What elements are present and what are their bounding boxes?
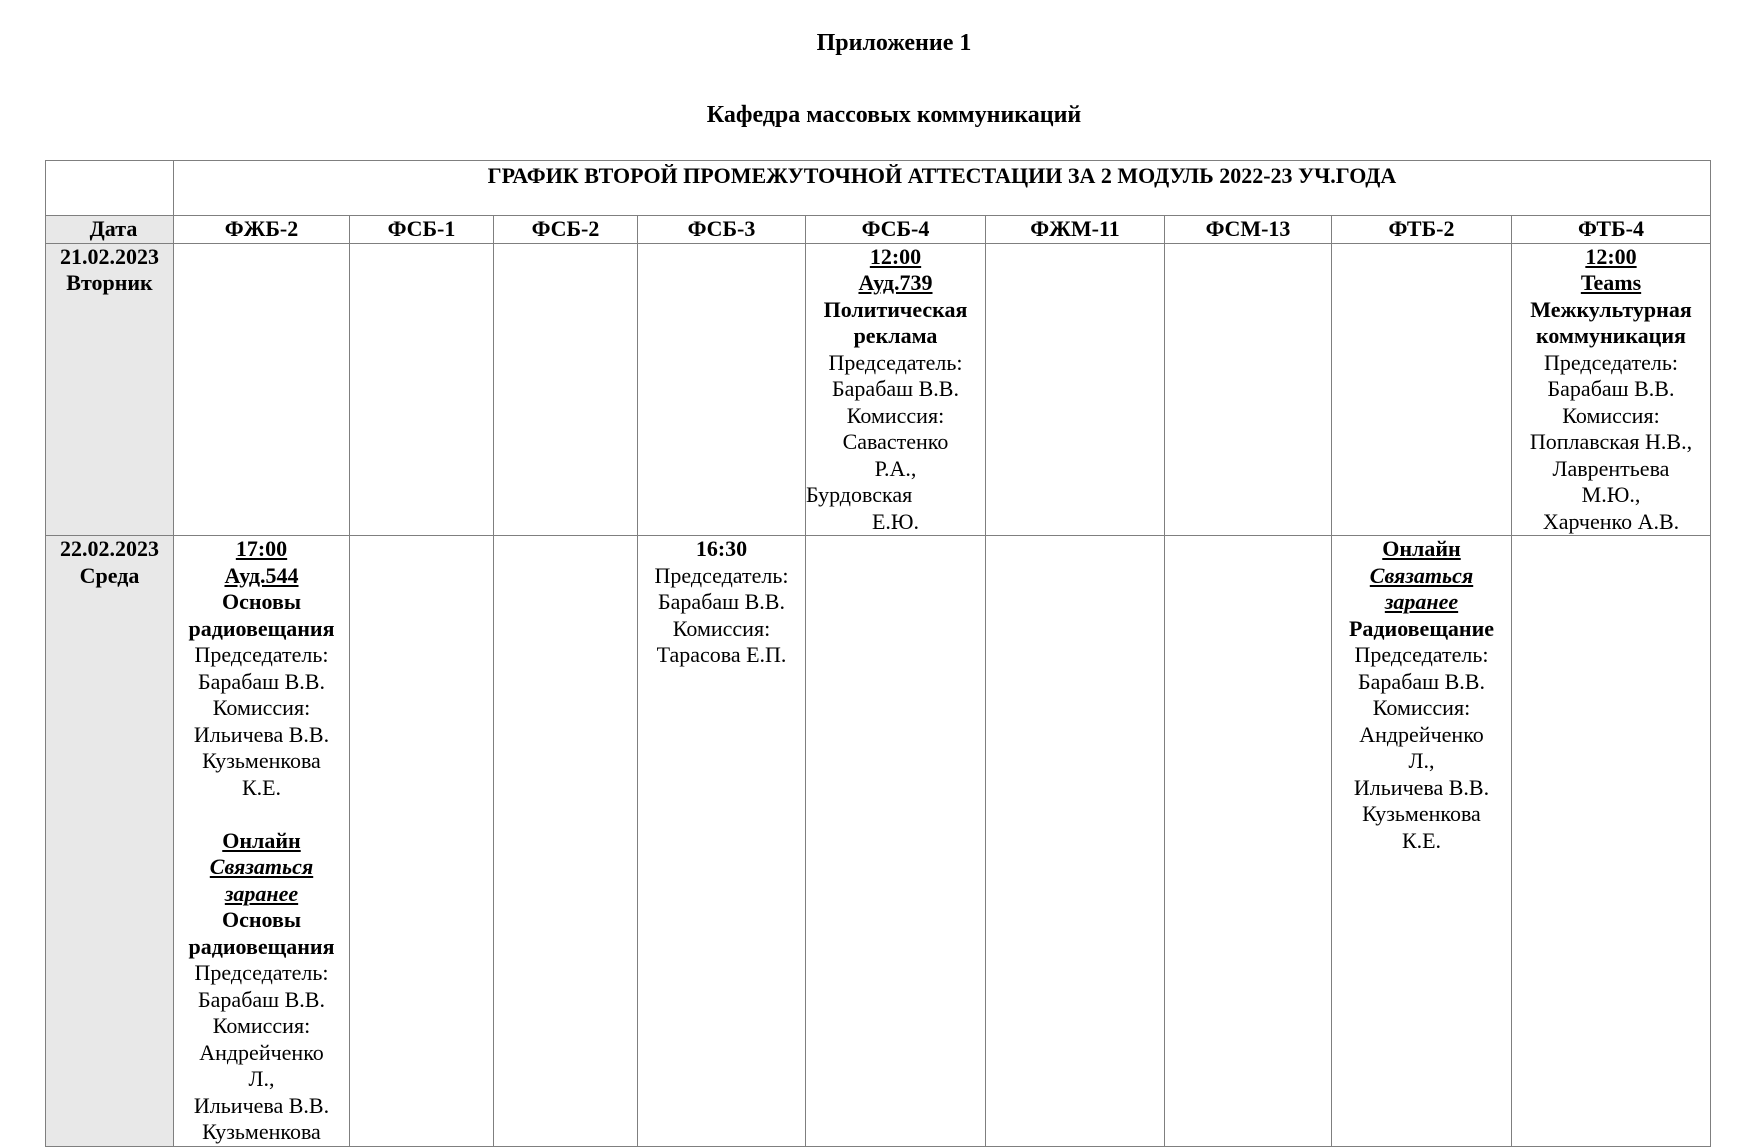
exam-cell-fzb2 bbox=[174, 536, 350, 1147]
date-column-header: Дата bbox=[46, 216, 174, 244]
commission-label: Комиссия: bbox=[1562, 402, 1660, 428]
exam-room: Ауд.739 bbox=[858, 270, 933, 295]
contact-note: Связаться bbox=[209, 854, 314, 879]
schedule-title: ГРАФИК ВТОРОЙ ПРОМЕЖУТОЧНОЙ АТТЕСТАЦИИ ЗА 2 МОДУЛЬ 2022-23 УЧ.ГОДА bbox=[174, 161, 1711, 216]
column-header-fsb2: ФСБ-2 bbox=[494, 216, 638, 244]
table-row-2023-02-22 bbox=[46, 536, 1711, 1147]
column-header-ftb2: ФТБ-2 bbox=[1332, 216, 1512, 244]
commission-label: Комиссия: bbox=[846, 402, 945, 428]
commission-member: Ильичева В.В. bbox=[193, 1092, 330, 1118]
exam-place: Teams bbox=[1580, 270, 1642, 295]
exam-time: 12:00 bbox=[1585, 243, 1637, 269]
chair-label: Председатель: bbox=[1354, 642, 1489, 667]
exam-time: 16:30 bbox=[695, 536, 748, 561]
cell-empty bbox=[986, 536, 1165, 1147]
chair-name: Барабаш В.В. bbox=[198, 668, 325, 694]
column-header-fsm13: ФСМ-13 bbox=[1165, 216, 1332, 244]
exam-subject: радиовещания bbox=[188, 615, 335, 641]
exam-subject: Основы bbox=[221, 589, 302, 614]
column-header-fsb1: ФСБ-1 bbox=[350, 216, 494, 244]
attestation-schedule-table bbox=[45, 160, 1711, 1147]
cell-empty bbox=[986, 243, 1165, 536]
commission-member: Поплавская Н.В., bbox=[1529, 429, 1693, 454]
weekday-value: Вторник bbox=[66, 270, 153, 295]
contact-note: Связаться bbox=[1369, 562, 1474, 588]
column-header-row bbox=[46, 216, 1711, 244]
date-value: 21.02.2023 bbox=[60, 243, 159, 269]
exam-subject: радиовещания bbox=[188, 933, 335, 959]
exam-subject: коммуникация bbox=[1536, 323, 1686, 348]
cell-empty bbox=[1332, 243, 1512, 536]
commission-member: Андрейченко bbox=[1359, 721, 1484, 747]
exam-time: 17:00 bbox=[235, 536, 288, 561]
commission-member: Ильичева В.В. bbox=[1353, 774, 1490, 800]
commission-member: Савастенко bbox=[842, 429, 949, 454]
cell-empty bbox=[494, 243, 638, 536]
cell-empty bbox=[494, 536, 638, 1147]
column-header-ftb4: ФТБ-4 bbox=[1512, 216, 1711, 244]
exam-subject: Межкультурная bbox=[1530, 296, 1692, 322]
commission-member: Кузьменкова bbox=[202, 1119, 321, 1144]
commission-member: Е.Ю. bbox=[871, 508, 920, 534]
cell-empty bbox=[350, 243, 494, 536]
appendix-title: Приложение 1 bbox=[816, 30, 972, 56]
column-header-fsb3: ФСБ-3 bbox=[638, 216, 806, 244]
commission-label: Комиссия: bbox=[1372, 695, 1471, 720]
commission-member: Бурдовская bbox=[806, 482, 913, 507]
commission-member: Кузьменкова bbox=[1362, 801, 1481, 826]
exam-cell-ftb4 bbox=[1512, 243, 1711, 536]
exam-cell-fsb4 bbox=[806, 243, 986, 536]
commission-member: Ильичева В.В. bbox=[193, 721, 330, 747]
table-title-row bbox=[46, 161, 1711, 216]
column-header-fzm11: ФЖМ-11 bbox=[986, 216, 1165, 244]
exam-subject: Радиовещание bbox=[1348, 615, 1495, 641]
commission-member: Л., bbox=[1408, 748, 1435, 773]
chair-name: Барабаш В.В. bbox=[1547, 376, 1675, 401]
commission-label: Комиссия: bbox=[212, 1013, 311, 1038]
exam-room: Ауд.544 bbox=[224, 562, 299, 588]
commission-member: Тарасова Е.П. bbox=[656, 642, 787, 667]
date-cell bbox=[46, 243, 174, 536]
weekday-value: Среда bbox=[79, 562, 140, 588]
chair-name: Барабаш В.В. bbox=[832, 376, 959, 401]
column-header-fsb4: ФСБ-4 bbox=[806, 216, 986, 244]
commission-member: Р.А., bbox=[874, 455, 917, 481]
commission-member: К.Е. bbox=[1401, 827, 1442, 853]
commission-member: Кузьменкова bbox=[202, 748, 321, 773]
commission-member: Л., bbox=[248, 1066, 275, 1091]
commission-label: Комиссия: bbox=[672, 615, 771, 641]
chair-name: Барабаш В.В. bbox=[198, 986, 325, 1012]
commission-member: Харченко А.В. bbox=[1542, 508, 1680, 534]
exam-subject: Политическая bbox=[823, 296, 968, 322]
date-cell bbox=[46, 536, 174, 1147]
commission-member: М.Ю., bbox=[1581, 482, 1641, 507]
online-label: Онлайн bbox=[222, 827, 301, 853]
contact-note: заранее bbox=[1384, 589, 1459, 614]
cell-empty bbox=[350, 536, 494, 1147]
online-label: Онлайн bbox=[1382, 536, 1461, 561]
exam-time: 12:00 bbox=[869, 243, 922, 269]
empty-corner-cell bbox=[46, 161, 174, 216]
chair-label: Председатель: bbox=[654, 562, 789, 588]
chair-name: Барабаш В.В. bbox=[658, 589, 785, 614]
cell-empty bbox=[806, 536, 986, 1147]
spacer bbox=[176, 801, 347, 828]
chair-label: Председатель: bbox=[194, 960, 329, 985]
commission-member: Лаврентьева bbox=[1552, 455, 1670, 481]
exam-subject: реклама bbox=[853, 323, 938, 348]
cell-empty bbox=[1165, 243, 1332, 536]
chair-label: Председатель: bbox=[828, 349, 963, 375]
table-row-2023-02-21 bbox=[46, 243, 1711, 536]
commission-label: Комиссия: bbox=[212, 695, 311, 720]
chair-name: Барабаш В.В. bbox=[1358, 668, 1485, 694]
date-value: 22.02.2023 bbox=[60, 536, 159, 561]
contact-note: заранее bbox=[224, 880, 299, 906]
cell-empty bbox=[1165, 536, 1332, 1147]
exam-subject: Основы bbox=[221, 907, 302, 932]
column-header-fzb2: ФЖБ-2 bbox=[174, 216, 350, 244]
exam-cell-fsb3 bbox=[638, 536, 806, 1147]
cell-empty bbox=[638, 243, 806, 536]
cell-empty bbox=[174, 243, 350, 536]
chair-label: Председатель: bbox=[1544, 349, 1678, 375]
cell-empty bbox=[1512, 536, 1711, 1147]
commission-member: К.Е. bbox=[241, 774, 282, 800]
chair-label: Председатель: bbox=[194, 642, 329, 667]
commission-member: Андрейченко bbox=[199, 1039, 324, 1065]
exam-cell-ftb2 bbox=[1332, 536, 1512, 1147]
department-title: Кафедра массовых коммуникаций bbox=[706, 102, 1082, 128]
